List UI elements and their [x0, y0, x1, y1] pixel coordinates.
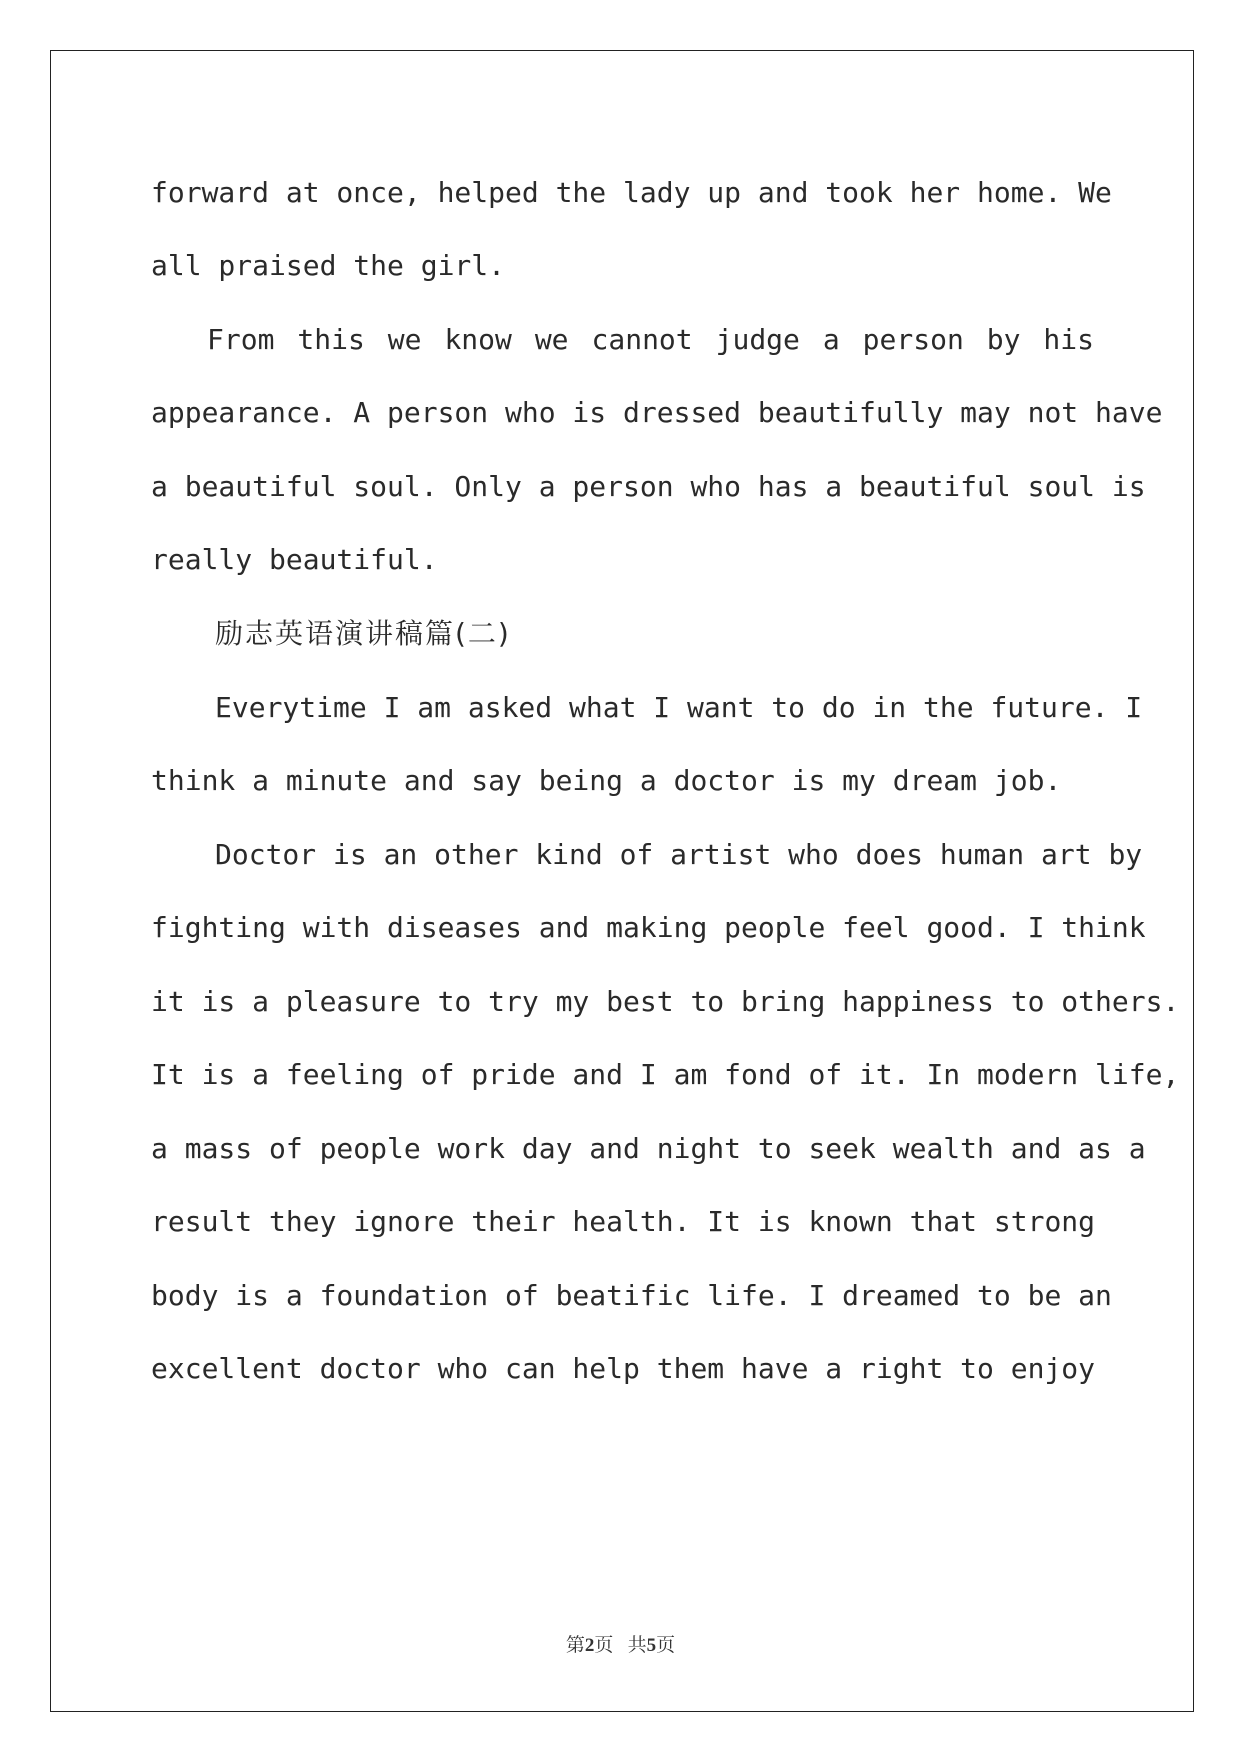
- body-line: appearance. A person who is dressed beautifully may not have: [151, 396, 1163, 429]
- body-line: excellent doctor who can help them have a right to enjoy: [151, 1352, 1096, 1385]
- current-page-number: 2: [584, 1635, 595, 1656]
- body-line: fighting with diseases and making people feel good. I think: [151, 911, 1146, 944]
- body-line: From this we know we cannot judge a person by his: [207, 323, 1094, 356]
- body-line: result they ignore their health. It is known that strong: [151, 1205, 1096, 1238]
- page-border: [50, 50, 1194, 1712]
- body-line: all praised the girl.: [151, 249, 506, 282]
- body-line: a mass of people work day and night to seek wealth and as a: [151, 1132, 1146, 1165]
- page-footer: [0, 1630, 1241, 1657]
- body-line: a beautiful soul. Only a person who has a beautiful soul is: [151, 470, 1146, 503]
- total-pages-number: 5: [646, 1635, 657, 1656]
- body-line: Doctor is an other kind of artist who does human art by: [215, 838, 1143, 871]
- footer-suffix: 页: [656, 1635, 676, 1656]
- body-line: really beautiful.: [151, 543, 438, 576]
- section-heading: 励志英语演讲稿篇(二): [215, 617, 511, 650]
- footer-prefix: 第: [565, 1635, 585, 1656]
- body-line: body is a foundation of beatific life. I dreamed to be an: [151, 1279, 1112, 1312]
- body-line: Everytime I am asked what I want to do in the future. I: [215, 691, 1143, 724]
- body-line: forward at once, helped the lady up and took her home. We: [151, 176, 1112, 209]
- body-line: it is a pleasure to try my best to bring happiness to others.: [151, 985, 1180, 1018]
- footer-mid: 页 共: [594, 1635, 647, 1656]
- body-line: It is a feeling of pride and I am fond of it. In modern life,: [151, 1058, 1180, 1091]
- body-line: think a minute and say being a doctor is my dream job.: [151, 764, 1062, 797]
